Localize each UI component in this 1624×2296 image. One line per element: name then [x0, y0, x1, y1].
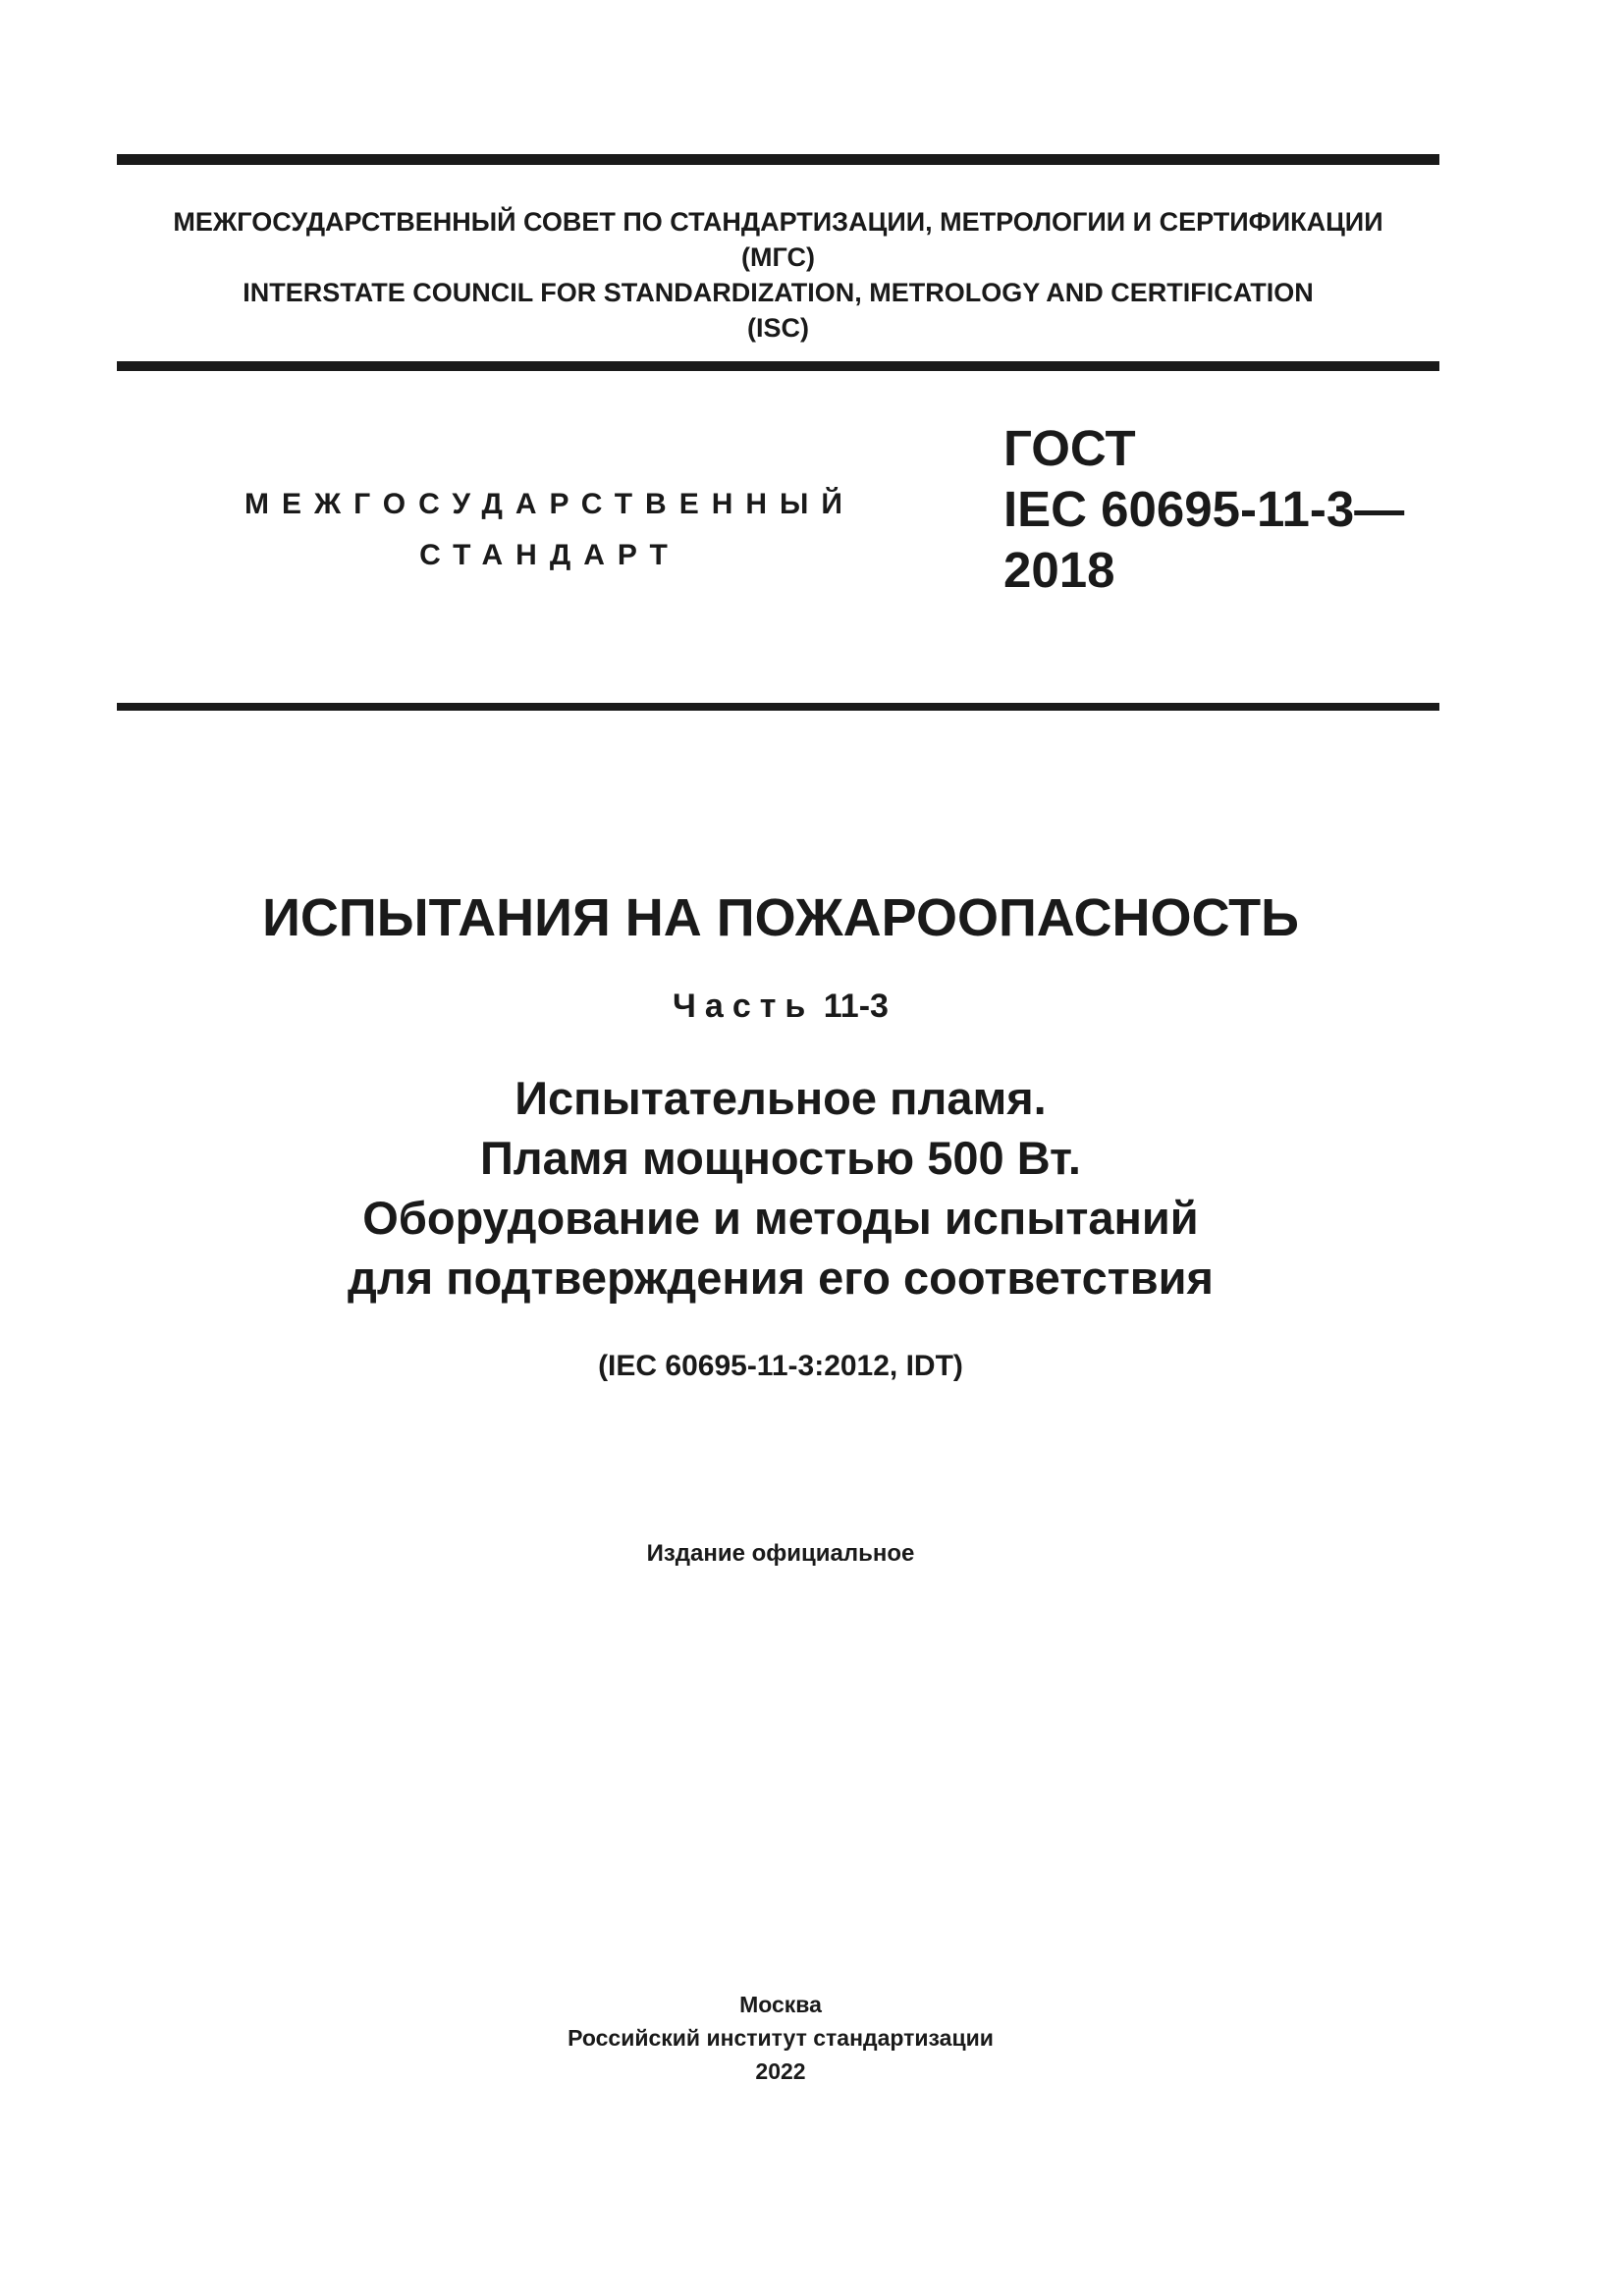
- part-label: Часть: [673, 988, 815, 1025]
- council-abbr-ru: (МГС): [741, 242, 815, 272]
- edition-note: Издание официальное: [646, 1540, 915, 1567]
- document-title: ИСПЫТАНИЯ НА ПОЖАРООПАСНОСТЬ: [262, 888, 1299, 947]
- standard-designation: [1003, 418, 1404, 601]
- subtitle-line3: Оборудование и методы испытаний: [362, 1192, 1199, 1244]
- subtitle-line4: для подтверждения его соответствия: [348, 1252, 1214, 1304]
- council-name-ru: МЕЖГОСУДАРСТВЕННЫЙ СОВЕТ ПО СТАНДАРТИЗАЦИИ, МЕТРОЛОГИИ И СЕРТИФИКАЦИИ: [173, 207, 1383, 237]
- part-heading: [0, 985, 1561, 1028]
- subtitle-line1: Испытательное пламя.: [514, 1072, 1047, 1124]
- council-header: [117, 204, 1439, 346]
- subtitle-line2: Пламя мощностью 500 Вт.: [479, 1132, 1081, 1184]
- imprint-publisher: Российский институт стандартизации: [568, 2025, 994, 2051]
- designation-line3: 2018: [1003, 542, 1115, 598]
- designation-line2: IEC 60695-11-3—: [1003, 481, 1405, 537]
- designation-rule: [117, 703, 1439, 711]
- council-abbr-en: (ISC): [747, 313, 809, 343]
- standard-type-line2: СТАНДАРТ: [419, 539, 680, 571]
- imprint-city: Москва: [739, 1992, 822, 2017]
- header-rule: [117, 361, 1439, 371]
- designation-line1: ГОСТ: [1003, 420, 1136, 476]
- imprint: [0, 1988, 1561, 2088]
- imprint-year: 2022: [755, 2058, 806, 2084]
- part-number: 11-3: [823, 988, 889, 1025]
- council-name-en: INTERSTATE COUNCIL FOR STANDARDIZATION, METROLOGY AND CERTIFICATION: [243, 278, 1314, 307]
- document-subtitle: [0, 1068, 1561, 1308]
- identical-reference: (IEC 60695-11-3:2012, IDT): [598, 1350, 963, 1382]
- standard-type-line1: МЕЖГОСУДАРСТВЕННЫЙ: [244, 488, 855, 520]
- standard-type: [196, 479, 903, 581]
- top-rule: [117, 154, 1439, 165]
